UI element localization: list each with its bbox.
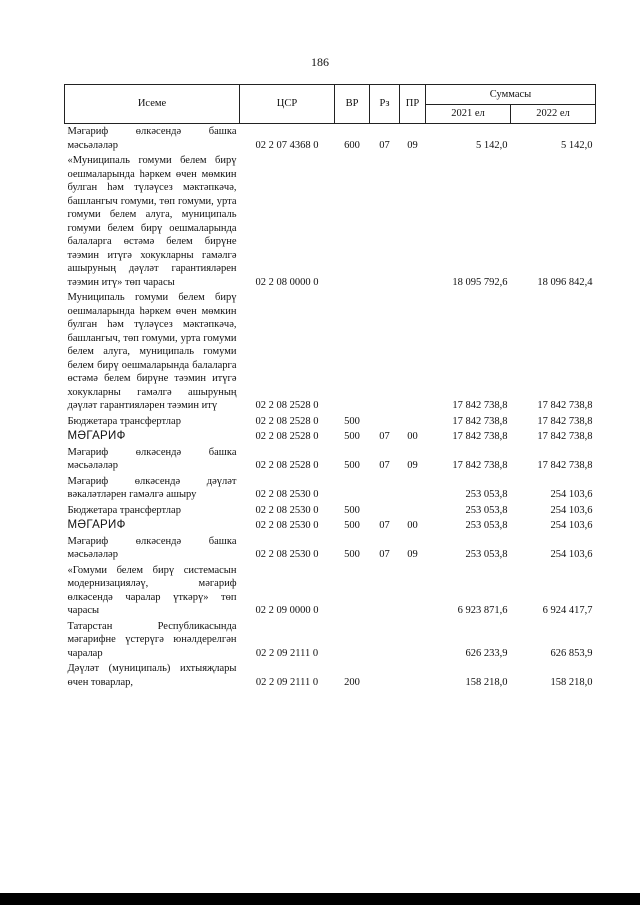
row-csr: 02 2 07 4368 0 — [255, 139, 319, 151]
table-row — [65, 474, 596, 503]
header-year-2022: 2022 ел — [511, 104, 596, 124]
row-sum-2022: 254 103,6 — [550, 549, 593, 560]
row-csr: 02 2 08 0000 0 — [255, 276, 319, 288]
row-sum-2021: 17 842 738,8 — [452, 431, 508, 442]
row-sum-2022: 18 096 842,4 — [537, 276, 593, 288]
row-vr — [335, 563, 370, 619]
row-pr — [400, 290, 426, 414]
row-sum-2021: 253 053,8 — [465, 489, 508, 500]
row-vr — [335, 619, 370, 662]
table-row — [65, 429, 596, 445]
row-csr: 02 2 09 0000 0 — [255, 605, 319, 616]
row-name: «Муниципаль гомуми белем бирү оешмаларында һәркем өчен мөмкин булган һәм түләүсез мәктәпкәчә, башлангыч гомуми, төп гомуми, урта гомуми белем алуга, муниципаль гомуми белем бирү оешмаларында балаларга өстәмә белем бирүне тәэмин итүгә хокукларны гамәлгә ашыруның дәүләт гарантияләрен тәэмин итү» төп чарасы — [67, 155, 237, 288]
row-sum-2021: 17 842 738,8 — [452, 415, 508, 427]
row-rz — [370, 414, 400, 430]
row-sum-2021: 17 842 738,8 — [452, 400, 508, 411]
row-name: Татарстан Республикасында мәгарифне үстерүгә юнәлдерелгән чаралар — [67, 620, 237, 659]
row-sum-2022: 254 103,6 — [550, 520, 593, 531]
row-sum-2021: 6 923 871,6 — [457, 605, 508, 616]
row-rz: 07 — [379, 549, 390, 560]
row-pr — [400, 153, 426, 290]
row-vr: 600 — [344, 139, 360, 151]
row-pr: 09 — [407, 139, 418, 151]
row-rz — [370, 290, 400, 414]
row-csr: 02 2 08 2530 0 — [255, 504, 319, 516]
table-row — [65, 445, 596, 474]
row-vr: 500 — [344, 520, 360, 531]
row-rz — [370, 563, 400, 619]
row-sum-2021: 253 053,8 — [465, 549, 508, 560]
row-sum-2022: 17 842 738,8 — [537, 431, 593, 442]
row-sum-2022: 254 103,6 — [550, 489, 593, 500]
row-sum-2022: 17 842 738,8 — [537, 415, 593, 427]
budget-table — [64, 84, 596, 690]
header-pr: ПР — [400, 85, 426, 124]
row-csr: 02 2 08 2528 0 — [255, 415, 319, 427]
row-csr: 02 2 08 2530 0 — [255, 489, 319, 500]
row-vr: 500 — [344, 504, 360, 516]
row-rz: 07 — [379, 139, 390, 151]
row-pr: 09 — [407, 460, 418, 471]
row-pr: 09 — [407, 549, 418, 560]
row-vr: 200 — [344, 676, 360, 688]
row-sum-2022: 6 924 417,7 — [542, 605, 593, 616]
row-name: Бюджетара трансфертлар — [67, 415, 181, 427]
row-sum-2022: 17 842 738,8 — [537, 400, 593, 411]
row-pr — [400, 563, 426, 619]
row-sum-2022: 626 853,9 — [550, 647, 593, 659]
row-pr — [400, 661, 426, 690]
row-name: «Гомуми белем бирү системасын модернизацияләү, мәгариф өлкәсендә чаралар үткәрү» төп чарасы — [67, 564, 237, 616]
row-sum-2022: 5 142,0 — [561, 139, 593, 151]
scan-bottom-border — [0, 893, 640, 905]
row-rz — [370, 661, 400, 690]
row-rz — [370, 503, 400, 519]
row-sum-2021: 253 053,8 — [465, 504, 508, 516]
row-csr: 02 2 08 2528 0 — [255, 431, 319, 442]
table-row — [65, 563, 596, 619]
page-number: 186 — [311, 55, 329, 69]
table-row — [65, 534, 596, 563]
row-sum-2021: 18 095 792,6 — [452, 276, 508, 288]
row-csr: 02 2 09 2111 0 — [255, 676, 319, 688]
row-pr: 00 — [407, 431, 418, 442]
row-rz: 07 — [379, 460, 390, 471]
row-sum-2021: 158 218,0 — [465, 676, 508, 688]
row-sum-2021: 253 053,8 — [465, 520, 508, 531]
row-csr: 02 2 09 2111 0 — [255, 647, 319, 659]
table-row — [65, 153, 596, 290]
row-rz — [370, 474, 400, 503]
table-row — [65, 124, 596, 154]
table-row — [65, 503, 596, 519]
row-csr: 02 2 08 2530 0 — [255, 520, 319, 531]
row-rz — [370, 619, 400, 662]
row-name: Мәгариф өлкәсендә башка мәсьәләләр — [67, 126, 237, 151]
row-csr: 02 2 08 2528 0 — [255, 460, 319, 471]
row-vr: 500 — [344, 431, 360, 442]
row-vr — [335, 153, 370, 290]
header-rz: Рз — [370, 85, 400, 124]
header-name: Исеме — [65, 85, 240, 124]
table-body — [65, 124, 596, 691]
row-rz: 07 — [379, 520, 390, 531]
table-row — [65, 414, 596, 430]
row-pr: 00 — [407, 520, 418, 531]
row-vr: 500 — [344, 460, 360, 471]
row-name: МӘГАРИФ — [67, 519, 126, 531]
row-name: Дәүләт (муниципаль) ихтыяҗлары өчен товарлар, — [67, 663, 237, 688]
table-header — [65, 85, 596, 124]
row-sum-2022: 17 842 738,8 — [537, 460, 593, 471]
row-sum-2022: 158 218,0 — [550, 676, 593, 688]
row-vr: 500 — [344, 549, 360, 560]
row-sum-2021: 626 233,9 — [465, 647, 508, 659]
row-name: Мәгариф өлкәсендә дәүләт вәкаләтләрен гамәлгә ашыру — [67, 475, 237, 500]
row-name: Муниципаль гомуми белем бирү оешмаларында һәркем өчен мөмкин булган һәм түләүсез мәктәпкәчә, башлангыч, төп гомуми, урта гомуми белем алуга, муниципаль гомуми белем бирү оешмаларында балаларга өстәмә белем бирүне тәэмин итүгә хокукларны гамәлгә ашыруның дәүләт гарантияләрен тәэмин итү — [67, 292, 237, 411]
row-pr — [400, 474, 426, 503]
row-pr — [400, 503, 426, 519]
table-row — [65, 619, 596, 662]
row-name: Мәгариф өлкәсендә башка мәсьәләләр — [67, 535, 237, 560]
header-vr: ВР — [335, 85, 370, 124]
row-rz — [370, 153, 400, 290]
row-sum-2022: 254 103,6 — [550, 504, 593, 516]
row-vr: 500 — [344, 415, 360, 427]
row-rz: 07 — [379, 431, 390, 442]
row-name: Мәгариф өлкәсендә башка мәсьәләләр — [67, 446, 237, 471]
table-row — [65, 661, 596, 690]
row-sum-2021: 5 142,0 — [476, 139, 508, 151]
table-row — [65, 290, 596, 414]
row-pr — [400, 619, 426, 662]
header-csr: ЦСР — [240, 85, 335, 124]
row-pr — [400, 414, 426, 430]
header-year-2021: 2021 ел — [426, 104, 511, 124]
row-name: МӘГАРИФ — [67, 430, 126, 442]
table-row — [65, 518, 596, 534]
header-sums: Суммасы — [426, 85, 596, 105]
row-vr — [335, 290, 370, 414]
row-sum-2021: 17 842 738,8 — [452, 460, 508, 471]
row-name: Бюджетара трансфертлар — [67, 504, 181, 516]
row-csr: 02 2 08 2528 0 — [255, 400, 319, 411]
row-vr — [335, 474, 370, 503]
row-csr: 02 2 08 2530 0 — [255, 549, 319, 560]
